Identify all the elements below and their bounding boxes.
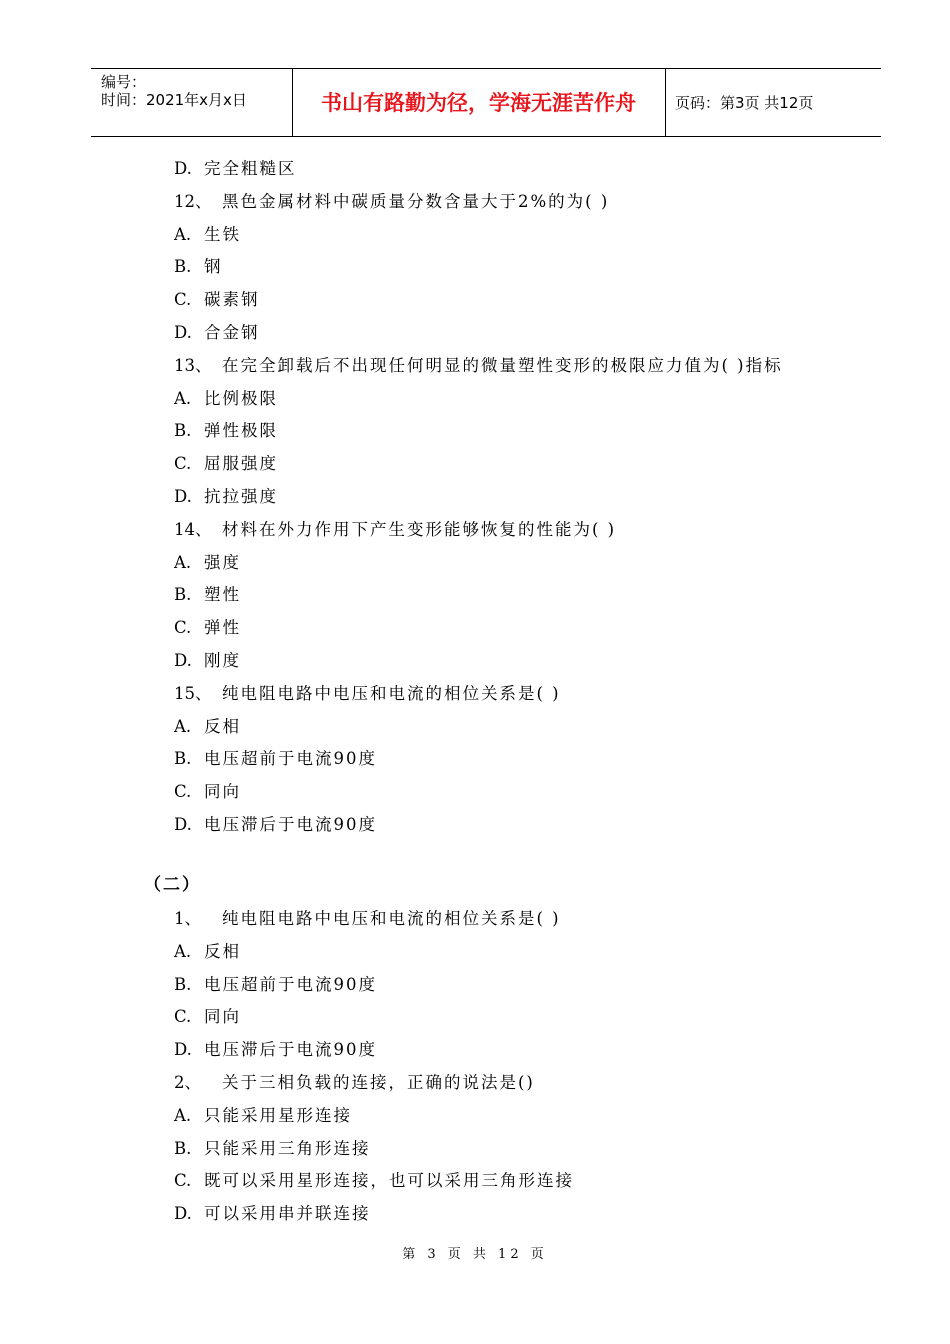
option-line <box>174 584 241 606</box>
option-text: 生铁 <box>204 224 241 244</box>
option-key: C. <box>174 1007 192 1027</box>
option-key: A. <box>174 716 192 736</box>
option-line <box>174 322 260 344</box>
option-key: B. <box>174 1138 192 1158</box>
option-text: 只能采用星形连接 <box>204 1105 352 1125</box>
question-number: 13、 <box>174 355 212 375</box>
number-label: 编号： <box>101 73 147 91</box>
question-text: 关于三相负载的连接，正确的说法是() <box>222 1073 535 1092</box>
question-line <box>174 355 783 377</box>
option-key: A. <box>174 552 192 572</box>
option-line <box>174 781 241 803</box>
question-number: 2、 <box>174 1073 201 1092</box>
option-text: 比例极限 <box>204 388 278 408</box>
option-text: 钢 <box>204 257 223 277</box>
header-meta-cell <box>91 69 293 136</box>
option-key: B. <box>174 585 192 605</box>
option-key: B. <box>174 257 192 277</box>
question-text: 黑色金属材料中碳质量分数含量大于2%的为( ) <box>222 191 610 211</box>
option-key: C. <box>174 618 192 638</box>
option-line <box>174 552 241 574</box>
question-line <box>174 191 609 213</box>
question-number: 15、 <box>174 683 212 703</box>
section-title: （二） <box>144 875 201 895</box>
option-text: 只能采用三角形连接 <box>204 1138 371 1158</box>
motto: 书山有路勤为径，学海无涯苦作舟 <box>321 91 636 115</box>
option-key: D. <box>174 815 192 834</box>
option-text: 碳素钢 <box>204 290 260 310</box>
option-key: A. <box>174 941 192 961</box>
option-text: 抗拉强度 <box>204 487 278 506</box>
option-key: B. <box>174 749 192 769</box>
option-key: A. <box>174 388 192 408</box>
question-line <box>174 519 616 541</box>
time-label: 时间：2021年x月x日 <box>101 91 247 109</box>
option-line <box>174 1203 371 1225</box>
option-text: 可以采用串并联连接 <box>204 1204 371 1224</box>
option-line <box>174 1105 352 1127</box>
option-line <box>174 814 377 836</box>
option-key: D. <box>174 323 192 342</box>
option-line <box>174 1170 574 1192</box>
option-line <box>174 617 241 639</box>
option-text: 塑性 <box>204 585 241 605</box>
option-line <box>174 1039 377 1061</box>
option-line <box>174 453 278 475</box>
option-text: 屈服强度 <box>204 454 278 474</box>
question-text: 纯电阻电路中电压和电流的相位关系是( ) <box>222 683 561 703</box>
option-key: A. <box>174 224 192 244</box>
option-text: 弹性 <box>204 618 241 638</box>
option-line <box>174 289 260 311</box>
option-text: 电压超前于电流90度 <box>204 749 377 769</box>
question-text: 纯电阻电路中电压和电流的相位关系是( ) <box>222 909 561 928</box>
option-text: 强度 <box>204 552 241 572</box>
option-line <box>174 158 297 180</box>
option-line <box>174 650 241 672</box>
option-line <box>174 224 241 246</box>
option-text: 反相 <box>204 716 241 736</box>
question-text: 材料在外力作用下产生变形能够恢复的性能为( ) <box>222 519 617 539</box>
page-header <box>91 68 881 137</box>
option-key: D. <box>174 1040 192 1060</box>
option-line <box>174 748 377 770</box>
option-key: A. <box>174 1105 192 1125</box>
option-text: 电压滞后于电流90度 <box>204 1040 377 1060</box>
option-line <box>174 486 278 508</box>
option-text: 合金钢 <box>204 323 260 342</box>
option-key: C. <box>174 290 192 310</box>
option-key: C. <box>174 782 192 802</box>
question-number: 1、 <box>174 909 201 928</box>
header-page-cell <box>665 69 881 136</box>
option-line <box>174 388 278 410</box>
header-motto-cell <box>292 69 666 136</box>
page-info: 页码：第3页 共12页 <box>675 94 814 112</box>
option-key: D. <box>174 1204 192 1224</box>
option-line <box>174 941 241 963</box>
question-line <box>174 908 561 930</box>
option-line <box>174 974 377 996</box>
option-key: C. <box>174 1171 192 1191</box>
question-line <box>174 1072 535 1094</box>
option-text: 完全粗糙区 <box>204 159 297 178</box>
question-number: 14、 <box>174 519 212 539</box>
option-text: 既可以采用星形连接，也可以采用三角形连接 <box>204 1171 574 1191</box>
option-key: C. <box>174 454 192 474</box>
option-line <box>174 420 278 442</box>
question-text: 在完全卸载后不出现任何明显的微量塑性变形的极限应力值为( )指标 <box>222 355 783 375</box>
page-footer: 第 3 页 共 12 页 <box>402 1247 548 1262</box>
option-key: D. <box>174 487 192 506</box>
option-line <box>174 716 241 738</box>
question-line <box>174 683 561 705</box>
option-text: 同向 <box>204 782 241 802</box>
option-key: D. <box>174 159 192 178</box>
option-line <box>174 1138 371 1160</box>
option-line <box>174 256 223 278</box>
option-key: B. <box>174 974 192 994</box>
option-text: 电压超前于电流90度 <box>204 974 377 994</box>
option-text: 刚度 <box>204 651 241 670</box>
option-text: 同向 <box>204 1007 241 1027</box>
option-text: 反相 <box>204 941 241 961</box>
option-text: 电压滞后于电流90度 <box>204 815 377 834</box>
option-line <box>174 1006 241 1028</box>
option-key: B. <box>174 421 192 441</box>
question-number: 12、 <box>174 191 212 211</box>
option-text: 弹性极限 <box>204 421 278 441</box>
option-key: D. <box>174 651 192 670</box>
